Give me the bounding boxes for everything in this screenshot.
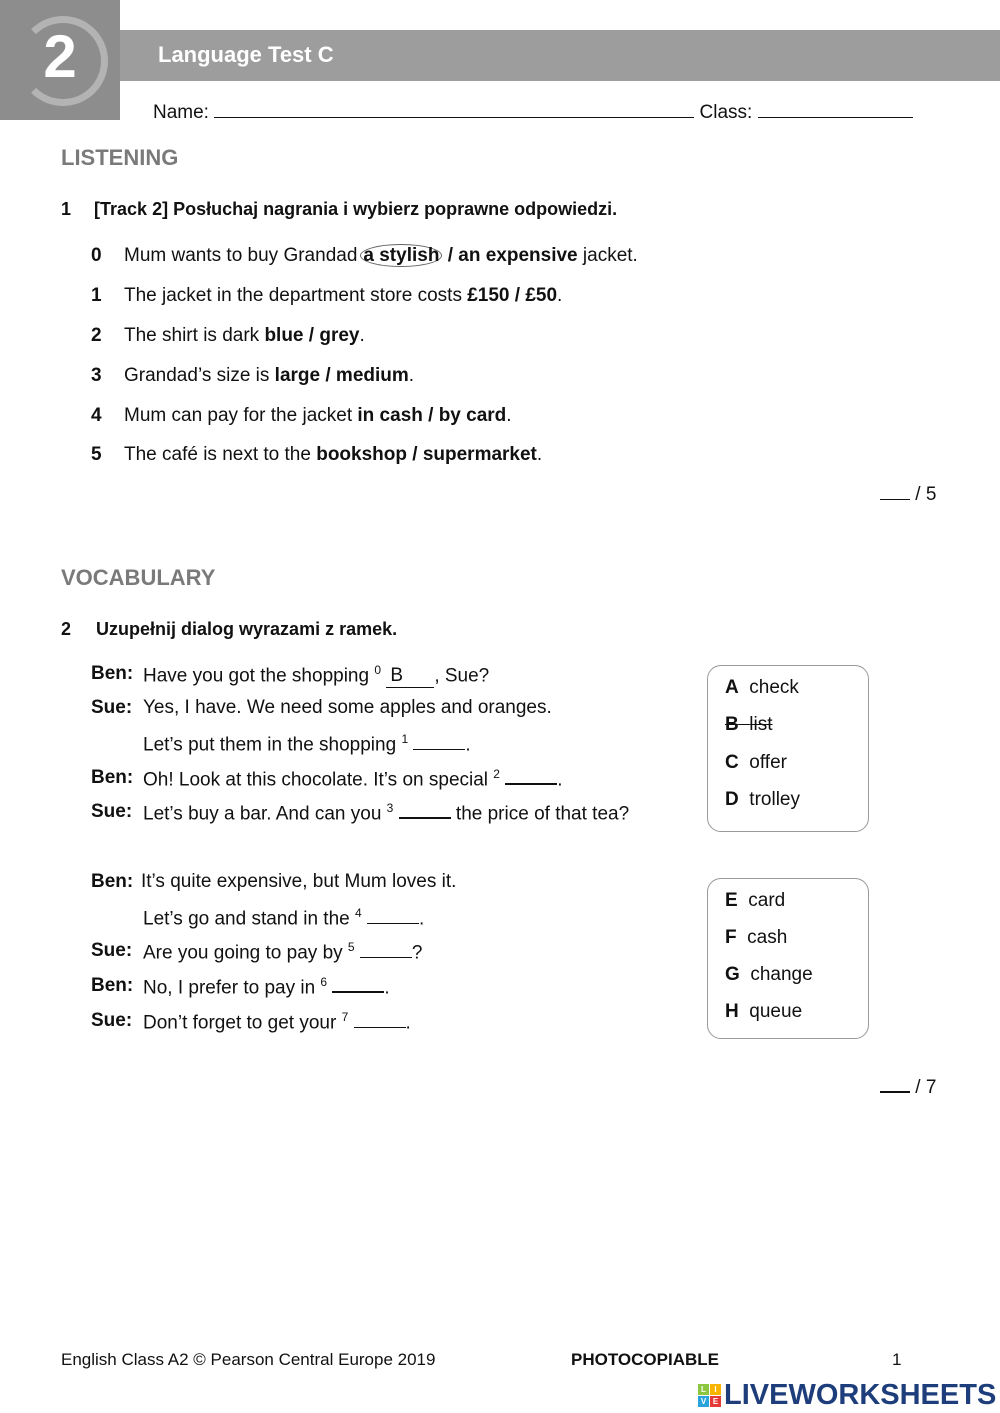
- gap-4-input[interactable]: [367, 907, 419, 924]
- unit-number: 2: [43, 23, 77, 90]
- gap-6-input[interactable]: [332, 975, 384, 993]
- footer-photocopiable: PHOTOCOPIABLE: [571, 1350, 719, 1369]
- example-answer: B: [386, 665, 434, 688]
- option-letter: A: [725, 677, 739, 698]
- dialog-line: [91, 940, 423, 964]
- listening-item[interactable]: [91, 245, 638, 267]
- item-text-end: jacket.: [577, 245, 638, 266]
- line-text: Let’s put them in the shopping: [143, 734, 402, 756]
- task-number: 1: [61, 199, 72, 219]
- score-field[interactable]: [880, 484, 910, 500]
- options[interactable]: blue / grey: [264, 325, 360, 346]
- options[interactable]: bookshop / supermarket: [316, 444, 537, 465]
- line-text-end: the price of that tea?: [450, 803, 630, 825]
- gap-number: 5: [347, 940, 355, 954]
- dialog-line: [143, 732, 471, 756]
- item-number: 2: [91, 325, 102, 346]
- class-field[interactable]: [758, 100, 913, 118]
- line-text: No, I prefer to pay in: [143, 977, 321, 999]
- speaker: Ben:: [91, 975, 134, 996]
- score-field[interactable]: [880, 1076, 910, 1093]
- item-text: Mum wants to buy Grandad: [124, 245, 358, 266]
- line-text: Oh! Look at this chocolate. It’s on special: [143, 769, 494, 791]
- dialog-line: [91, 767, 563, 791]
- gap-2-input[interactable]: [505, 767, 557, 785]
- speaker: Ben:: [91, 871, 134, 892]
- option-word: trolley: [749, 789, 800, 810]
- item-text: Grandad’s size is: [124, 365, 275, 386]
- option-letter: H: [725, 1001, 739, 1022]
- option-word: check: [749, 677, 799, 698]
- listening-instruction: [61, 199, 617, 220]
- options[interactable]: £150 / £50: [467, 285, 558, 306]
- gap-number: 2: [493, 767, 500, 781]
- line-text: Yes, I have. We need some apples and oranges.: [143, 697, 552, 718]
- tile: L: [698, 1384, 709, 1395]
- options[interactable]: / an expensive: [442, 245, 578, 266]
- option-word: queue: [749, 1001, 803, 1022]
- item-number: 5: [91, 444, 102, 465]
- option-word: change: [750, 964, 813, 985]
- line-text: It’s quite expensive, but Mum loves it.: [141, 871, 457, 892]
- line-text-end: .: [384, 977, 390, 999]
- circled-answer[interactable]: a stylish: [360, 244, 442, 267]
- listening-item[interactable]: [91, 365, 415, 387]
- line-text: Let’s buy a bar. And can you: [143, 803, 387, 825]
- name-class-row: [153, 100, 913, 124]
- speaker: Sue:: [91, 697, 133, 718]
- speaker: Sue:: [91, 940, 133, 961]
- liveworksheets-logo: [698, 1379, 996, 1412]
- word-option[interactable]: [725, 752, 787, 774]
- word-option[interactable]: [725, 927, 787, 949]
- item-text-end: .: [557, 285, 563, 306]
- line-text-end: ?: [411, 942, 423, 964]
- word-option-used[interactable]: [725, 714, 773, 736]
- option-letter: E: [725, 890, 738, 911]
- options[interactable]: in cash / by card: [357, 405, 507, 426]
- line-text-end: .: [557, 769, 563, 791]
- logo-text: LIVEWORKSHEETS: [724, 1379, 997, 1411]
- option-letter: G: [725, 964, 740, 985]
- speaker: Ben:: [91, 767, 134, 788]
- line-text: Let’s go and stand in the: [143, 908, 355, 930]
- dialog-line: [91, 975, 390, 999]
- option-letter: F: [725, 927, 737, 948]
- title-bar: [120, 30, 1000, 81]
- instruction-text: [Track 2] Posłuchaj nagrania i wybierz poprawne odpowiedzi.: [94, 199, 618, 219]
- listening-item[interactable]: [91, 285, 563, 307]
- score-total: / 7: [915, 1077, 937, 1098]
- listening-score: [880, 484, 936, 506]
- word-option[interactable]: [725, 677, 799, 699]
- word-box-1: [707, 665, 869, 832]
- gap-number: 7: [341, 1010, 349, 1024]
- item-text: The shirt is dark: [124, 325, 265, 346]
- name-field[interactable]: [214, 100, 694, 118]
- item-text: The jacket in the department store costs: [124, 285, 468, 306]
- vocabulary-score: [880, 1076, 936, 1099]
- word-option[interactable]: [725, 1001, 802, 1023]
- gap-number: 1: [401, 732, 409, 746]
- line-text-end: .: [418, 908, 425, 930]
- word-option[interactable]: [725, 964, 813, 986]
- line-text-end: , Sue?: [434, 665, 490, 687]
- listening-item[interactable]: [91, 444, 543, 466]
- gap-5-input[interactable]: [360, 941, 412, 958]
- dialog-line: [91, 663, 490, 687]
- option-word: offer: [749, 752, 787, 773]
- gap-1-input[interactable]: [413, 733, 465, 750]
- line-text-end: .: [405, 1012, 411, 1034]
- item-number: 3: [91, 365, 102, 386]
- gap-number: 6: [320, 975, 328, 989]
- item-text: The café is next to the: [124, 444, 317, 465]
- item-text-end: .: [536, 444, 543, 465]
- item-text-end: .: [408, 365, 415, 386]
- option-letter: D: [725, 789, 739, 810]
- line-text: Are you going to pay by: [143, 942, 348, 964]
- footer-copyright: English Class A2 © Pearson Central Europe 2019: [61, 1350, 436, 1369]
- item-text-end: .: [359, 325, 365, 346]
- options[interactable]: large / medium: [274, 365, 409, 386]
- unit-badge: [0, 0, 120, 120]
- speaker: Sue:: [91, 801, 133, 822]
- line-text: Don’t forget to get your: [143, 1012, 342, 1034]
- option-letter: C: [725, 752, 739, 773]
- item-text-end: .: [506, 405, 512, 426]
- dialog-line: [91, 871, 457, 893]
- word-box-2: [707, 878, 869, 1039]
- option-word: list: [749, 714, 773, 735]
- gap-7-input[interactable]: [354, 1011, 406, 1028]
- page-number: 1: [892, 1350, 902, 1369]
- gap-number: 4: [354, 906, 362, 920]
- tile: I: [710, 1384, 721, 1395]
- item-number: 1: [91, 285, 102, 306]
- word-option[interactable]: [725, 789, 800, 811]
- class-label: Class:: [699, 102, 753, 123]
- word-option[interactable]: [725, 890, 785, 912]
- gap-number: 0: [374, 663, 382, 677]
- line-text: Have you got the shopping: [143, 665, 375, 687]
- listening-item[interactable]: [91, 405, 512, 427]
- item-number: 0: [91, 245, 102, 266]
- gap-number: 3: [386, 801, 394, 815]
- option-word: cash: [747, 927, 788, 948]
- option-letter: B: [725, 714, 739, 735]
- tile: V: [698, 1396, 709, 1407]
- instruction-text: Uzupełnij dialog wyrazami z ramek.: [96, 619, 398, 639]
- page-title: Language Test C: [158, 42, 334, 67]
- dialog-line: [91, 697, 552, 719]
- item-number: 4: [91, 405, 102, 426]
- line-text-end: .: [465, 734, 471, 756]
- speaker: Sue:: [91, 1010, 133, 1031]
- listening-heading: LISTENING: [61, 145, 179, 170]
- logo-tiles-icon: [698, 1384, 721, 1407]
- item-text: Mum can pay for the jacket: [124, 405, 358, 426]
- name-label: Name:: [153, 102, 209, 123]
- task-number: 2: [61, 619, 72, 639]
- dialog-line: [91, 1010, 411, 1034]
- listening-item[interactable]: [91, 325, 365, 347]
- vocabulary-heading: VOCABULARY: [61, 565, 216, 590]
- dialog-line: [91, 801, 630, 825]
- vocabulary-instruction: [61, 619, 397, 640]
- speaker: Ben:: [91, 663, 134, 684]
- score-total: / 5: [915, 484, 937, 505]
- tile: E: [710, 1396, 721, 1407]
- option-word: card: [748, 890, 786, 911]
- gap-3-input[interactable]: [399, 801, 451, 819]
- dialog-line: [143, 906, 424, 930]
